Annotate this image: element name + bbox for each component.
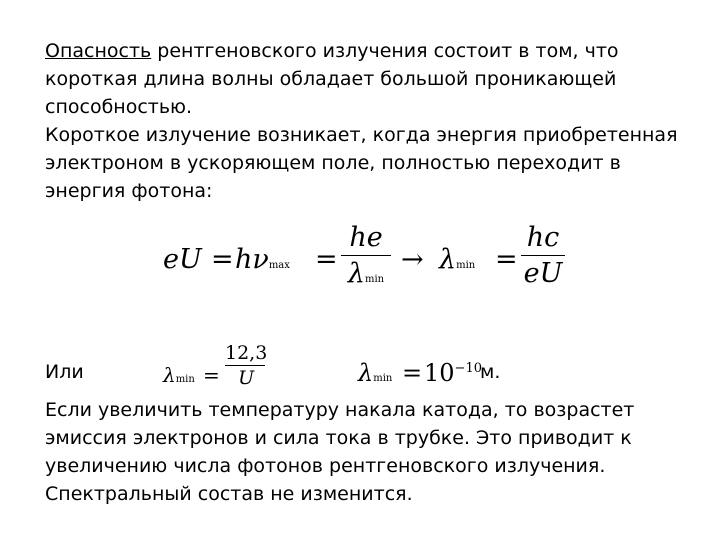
formula-frac2-num: hc xyxy=(526,222,560,253)
formula-f1-eq: = xyxy=(203,363,220,387)
formula-max-sub: max xyxy=(268,260,290,271)
formula-eq-1: = xyxy=(211,244,234,275)
paragraph-short-radiation: Короткое излучение возникает, когда энергия приобретенная электроном в ускоряющем поле, полностью переходит в энергия фотона: xyxy=(45,124,678,202)
formula-f1-sub: min xyxy=(175,374,195,385)
formula-lambda-10 xyxy=(358,355,501,395)
formula-frac1-den xyxy=(341,258,391,289)
formula-nu: ν xyxy=(252,244,269,275)
formula-f2-sub: min xyxy=(373,373,393,384)
formula-h-nu xyxy=(235,244,290,275)
formula-eq-2: = xyxy=(315,244,338,275)
formula-f1-lambda-min xyxy=(163,363,195,387)
formula-f2-lambda: λ xyxy=(358,359,374,387)
formula-eq-3: = xyxy=(495,244,518,275)
formula-f1-fraction xyxy=(225,342,267,389)
or-word: Или xyxy=(45,361,84,383)
formula-h: h xyxy=(235,244,253,275)
formula-fraction-hc xyxy=(521,222,565,289)
or-line xyxy=(45,342,695,395)
lead-word-danger: Опасность xyxy=(45,40,152,62)
formula-energy-wavelength xyxy=(163,222,583,302)
formula-f2-exp: −10 xyxy=(454,361,482,376)
formula-fraction-he xyxy=(341,222,391,289)
formula-frac2-den: eU xyxy=(523,258,563,289)
formula-f1-den: U xyxy=(238,367,255,389)
paragraph-danger xyxy=(45,37,695,205)
formula-min-sub: min xyxy=(456,260,476,271)
formula-frac1-min: min xyxy=(365,274,385,285)
formula-lambda: λ xyxy=(439,244,457,275)
formula-frac1-lambda: λ xyxy=(347,258,365,289)
formula-lambda-12-3 xyxy=(163,342,293,395)
formula-f2-lambda-min xyxy=(358,359,392,387)
formula-eU: eU xyxy=(163,244,202,275)
formula-f1-num: 12,3 xyxy=(225,342,268,364)
unit-meters: м. xyxy=(480,361,501,383)
formula-f2-eq: = xyxy=(402,359,423,387)
formula-arrow: → xyxy=(401,244,424,275)
formula-f2-base: 10 xyxy=(424,359,455,387)
paragraph-danger-rest: рентгеновского излучения состоит в том, что короткая длина волны обладает большой проникающей способностью. xyxy=(45,40,619,118)
formula-f2-power xyxy=(424,359,482,387)
formula-frac1-num: he xyxy=(349,222,383,253)
paragraph-temperature: Если увеличить температуру накала катода, то возрастет эмиссия электронов и сила тока в трубке. Это приводит к увеличению числа фотонов рентгеновского излучения. Спектральный состав не изменится. xyxy=(45,399,635,505)
formula-f1-lambda: λ xyxy=(163,363,176,387)
formula-lambda-min xyxy=(439,244,475,275)
